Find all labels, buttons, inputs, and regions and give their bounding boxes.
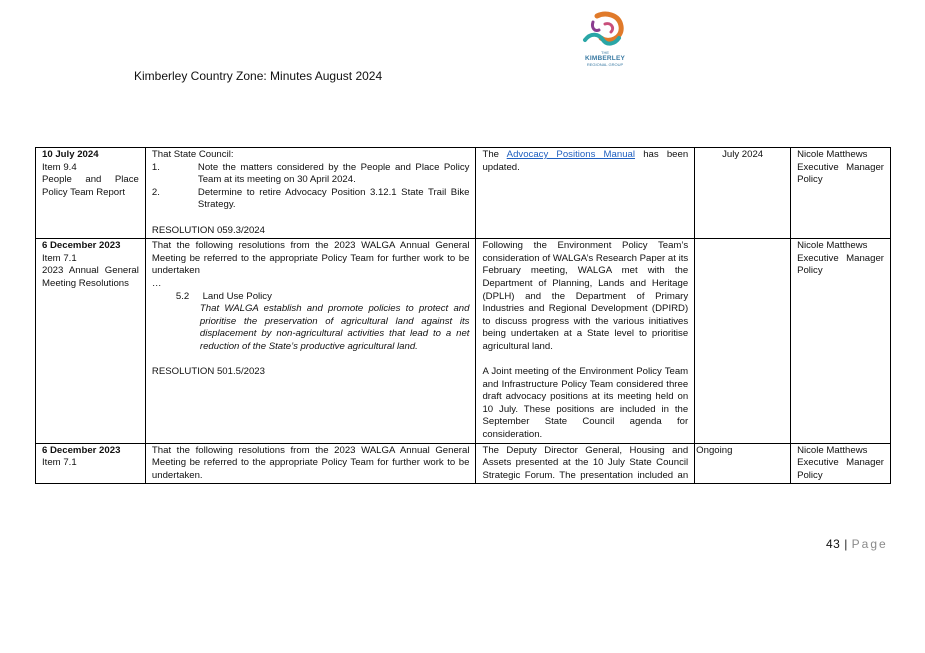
item-number: Item 7.1: [42, 252, 77, 264]
item-title-2: Policy Team Report: [42, 186, 126, 198]
resolution-cell: [145, 443, 476, 484]
responsible-unit: Policy: [797, 174, 823, 186]
item-title-line: [42, 174, 139, 187]
list-text: Note the matters considered by the People and Place Policy Team at its meeting on 30 April 2024.: [197, 161, 470, 186]
ellipsis: …: [151, 277, 162, 289]
update-paragraph: Following the Environment Policy Team’s consideration of WALGA’s Research Paper at its February meeting, WALGA met with the Department of Planning, Lands and Heritage (DPLH) and the Department of Primary Industries and Regional Development (DPIRD) to discuss progress with the various initiatives being undertaken at a State level to prioritise agricultural land.: [482, 240, 689, 352]
item-title: People and Place: [42, 174, 139, 186]
list-number: 1.: [151, 161, 160, 173]
responsible-name: Nicole Matthews: [797, 149, 868, 160]
responsible-name: Nicole Matthews: [797, 240, 868, 252]
responsible-cell: [791, 443, 891, 484]
responsible-cell: [791, 148, 891, 239]
responsible-role: Executive Manager: [797, 457, 884, 469]
resolution-number: RESOLUTION 059.3/2024: [151, 224, 265, 236]
document-title: Kimberley Country Zone: Minutes August 2024: [134, 69, 383, 83]
resolution-intro: That State Council:: [151, 149, 234, 160]
update-cell: [476, 148, 695, 239]
sub-heading: [152, 291, 470, 304]
meeting-date: 6 December 2023: [42, 444, 121, 456]
update-text: has been updated.: [482, 149, 689, 173]
logo-line2: KIMBERLEY: [584, 55, 626, 62]
resolution-number: RESOLUTION 501.5/2023: [151, 366, 265, 378]
page-number: 43: [826, 537, 841, 551]
page-label: Page: [851, 537, 888, 551]
responsible-role: Executive Manager: [797, 161, 884, 173]
kimberley-regional-group-logo: [575, 10, 635, 72]
responsible-cell: [791, 239, 891, 444]
meeting-date: 6 December 2023: [42, 240, 121, 252]
logo-swirl-icon: [575, 10, 635, 52]
meeting-cell: [36, 239, 146, 444]
resolution-cell: [145, 239, 476, 444]
sub-number: 5.2: [175, 290, 190, 302]
list-item: [152, 187, 470, 212]
table-row: [36, 239, 891, 444]
resolution-cell: [145, 148, 476, 239]
status-cell: July 2024: [695, 148, 791, 239]
meeting-cell: [36, 148, 146, 239]
update-paragraph: The Deputy Director General, Housing and Assets presented at the 10 July State Council Strategic Forum. The presentation included an: [482, 444, 689, 481]
item-title-2: Meeting Resolutions: [42, 277, 129, 289]
update-paragraph: A Joint meeting of the Environment Policy Team and Infrastructure Policy Team considered three draft advocacy positions at its meeting held on 10 July. These positions are included in the September State Council agenda for consideration.: [482, 366, 689, 441]
list-item: [152, 162, 470, 187]
logo-line1: THE: [601, 50, 609, 55]
update-cell: [476, 443, 695, 484]
update-text: The: [482, 149, 500, 160]
minutes-table: [35, 147, 891, 484]
responsible-unit: Policy: [797, 469, 823, 481]
resolution-intro: That the following resolutions from the 2023 WALGA Annual General Meeting be referred to the appropriate Policy Team for further work to be undertaken.: [151, 444, 470, 481]
item-number: Item 7.1: [42, 457, 77, 469]
logo-line3: REGIONAL GROUP: [586, 62, 624, 67]
item-number: Item 9.4: [42, 161, 77, 173]
meeting-date: 10 July 2024: [42, 149, 99, 160]
meeting-cell: [36, 443, 146, 484]
sub-text: That WALGA establish and promote policies to protect and prioritise the preservation of agricultural land against its displacement by non-agricultural activities that lead to a net reduction of the State’s productive agricultural land.: [199, 303, 470, 352]
list-number: 2.: [151, 186, 160, 198]
item-title: 2023 Annual General: [42, 265, 139, 277]
page-number-footer: [826, 537, 888, 551]
table-row: [36, 148, 891, 239]
list-text: Determine to retire Advocacy Position 3.12.1 State Trail Bike Strategy.: [197, 186, 470, 211]
responsible-name: Nicole Matthews: [797, 444, 868, 456]
status-cell: Ongoing: [695, 443, 791, 484]
advocacy-positions-manual-link[interactable]: Advocacy Positions Manual: [506, 149, 636, 160]
status-cell: [695, 239, 791, 444]
responsible-unit: Policy: [797, 265, 823, 277]
resolution-intro: That the following resolutions from the 2023 WALGA Annual General Meeting be referred to the appropriate Policy Team for further work to be undertaken: [151, 240, 470, 277]
responsible-role: Executive Manager: [797, 252, 884, 264]
page-separator: |: [844, 537, 848, 551]
table-row: [36, 443, 891, 484]
sub-title: Land Use Policy: [202, 290, 272, 302]
update-cell: [476, 239, 695, 444]
